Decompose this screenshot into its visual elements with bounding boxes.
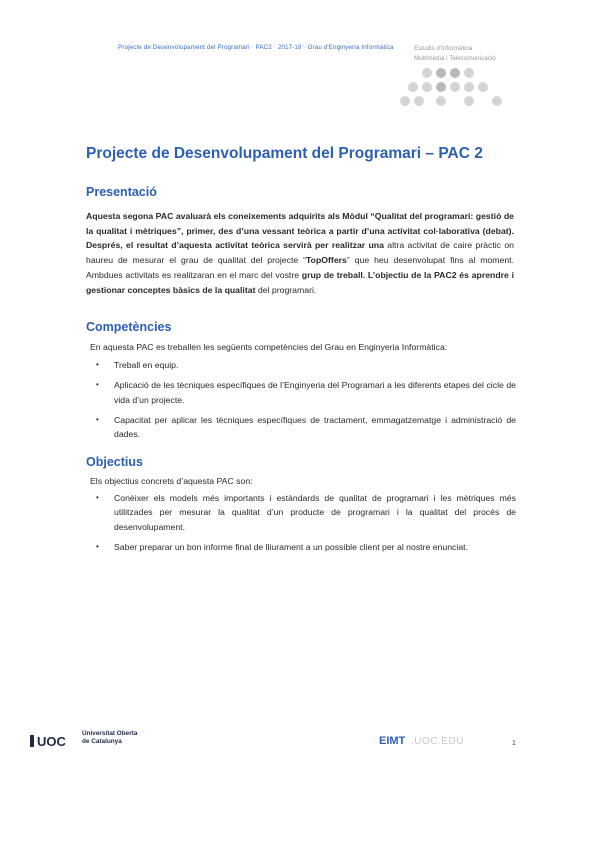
bullet-icon: • <box>96 541 99 551</box>
uoc-logo-icon <box>30 733 76 749</box>
page-title: Projecte de Desenvolupament del Programari – PAC 2 <box>86 145 483 162</box>
objectius-list <box>96 491 516 560</box>
list-item: • Treball en equip. <box>96 358 516 372</box>
studies-line-1: Estudis d'Informàtica <box>414 45 473 52</box>
page-number: 1 <box>512 740 516 747</box>
heading-objectius: Objectius <box>86 455 143 469</box>
header-pac: PAC2 <box>255 44 272 51</box>
uoc-edu-logo: .UOC.EDU <box>411 736 464 747</box>
list-item: • Conèixer els models més importants i estàndards de qualitat de programari i les mètriques més utilitzades per mesurar la qualitat d’un producte de programari i la qualitat del procés de desenvolupament. <box>96 493 516 532</box>
studies-name <box>414 44 496 64</box>
presentacio-paragraph: Aquesta segona PAC avaluarà els coneixements adquirits als Mòdul “Qualitat del programari: gestió de la qualitat i mètriques”, primer, des d’una vessant teòrica a partir d’una activitat col·laborativa (debat). Després, el resultat d’aquesta activitat teòrica servirà per realitzar una altra activitat de caire pràctic on haureu de mesurar el grau de qualitat del projecte “TopOffers” que heu desenvolupat fins al moment. Ambdues activitats es realitzaran en el marc del vostre grup de treball. L’objectiu de la PAC2 és aprendre i gestionar conceptes bàsics de la qualitat del programari. <box>86 211 515 295</box>
header-sep: · <box>249 44 256 51</box>
heading-competencies: Competències <box>86 320 172 334</box>
bullet-icon: • <box>96 493 99 502</box>
list-item: • Saber preparar un bon informe final de lliurament a un possible client per al nostre enunciat. <box>96 540 516 554</box>
header-course: Projecte de Desenvolupament del Programari <box>118 44 250 51</box>
bullet-icon: • <box>96 414 99 424</box>
studies-line-2: Multimèdia i Telecomunicació <box>414 55 496 62</box>
eimt-logo: EIMT <box>379 735 406 747</box>
header-year: 2017-18 <box>277 44 302 51</box>
list-item: • Aplicació de les tècniques específiques de l’Enginyeria del Programari a les diferents etapes del cicle de vida d’un projecte. <box>96 380 516 405</box>
objectius-intro: Els objectius concrets d’aquesta PAC son: <box>90 476 253 486</box>
competencies-list <box>96 358 516 447</box>
heading-presentacio: Presentació <box>86 185 157 199</box>
header-sep: · <box>271 44 278 51</box>
header-degree: Grau d'Enginyeria Informàtica <box>307 44 394 51</box>
bullet-icon: • <box>96 360 99 369</box>
competencies-intro: En aquesta PAC es treballen les següents competències del Grau en Enginyeria Informàtica: <box>90 342 448 352</box>
list-item: • Capacitat per aplicar les tècniques específiques de tractament, emmagatzematge i administració de dades. <box>96 414 516 440</box>
header-sep: · <box>301 44 308 51</box>
uoc-logo-text: UOC <box>37 734 66 749</box>
bullet-icon: • <box>96 380 99 390</box>
university-name: Universitat Oberta de Catalunya <box>82 730 138 745</box>
dots-logo <box>400 64 520 112</box>
